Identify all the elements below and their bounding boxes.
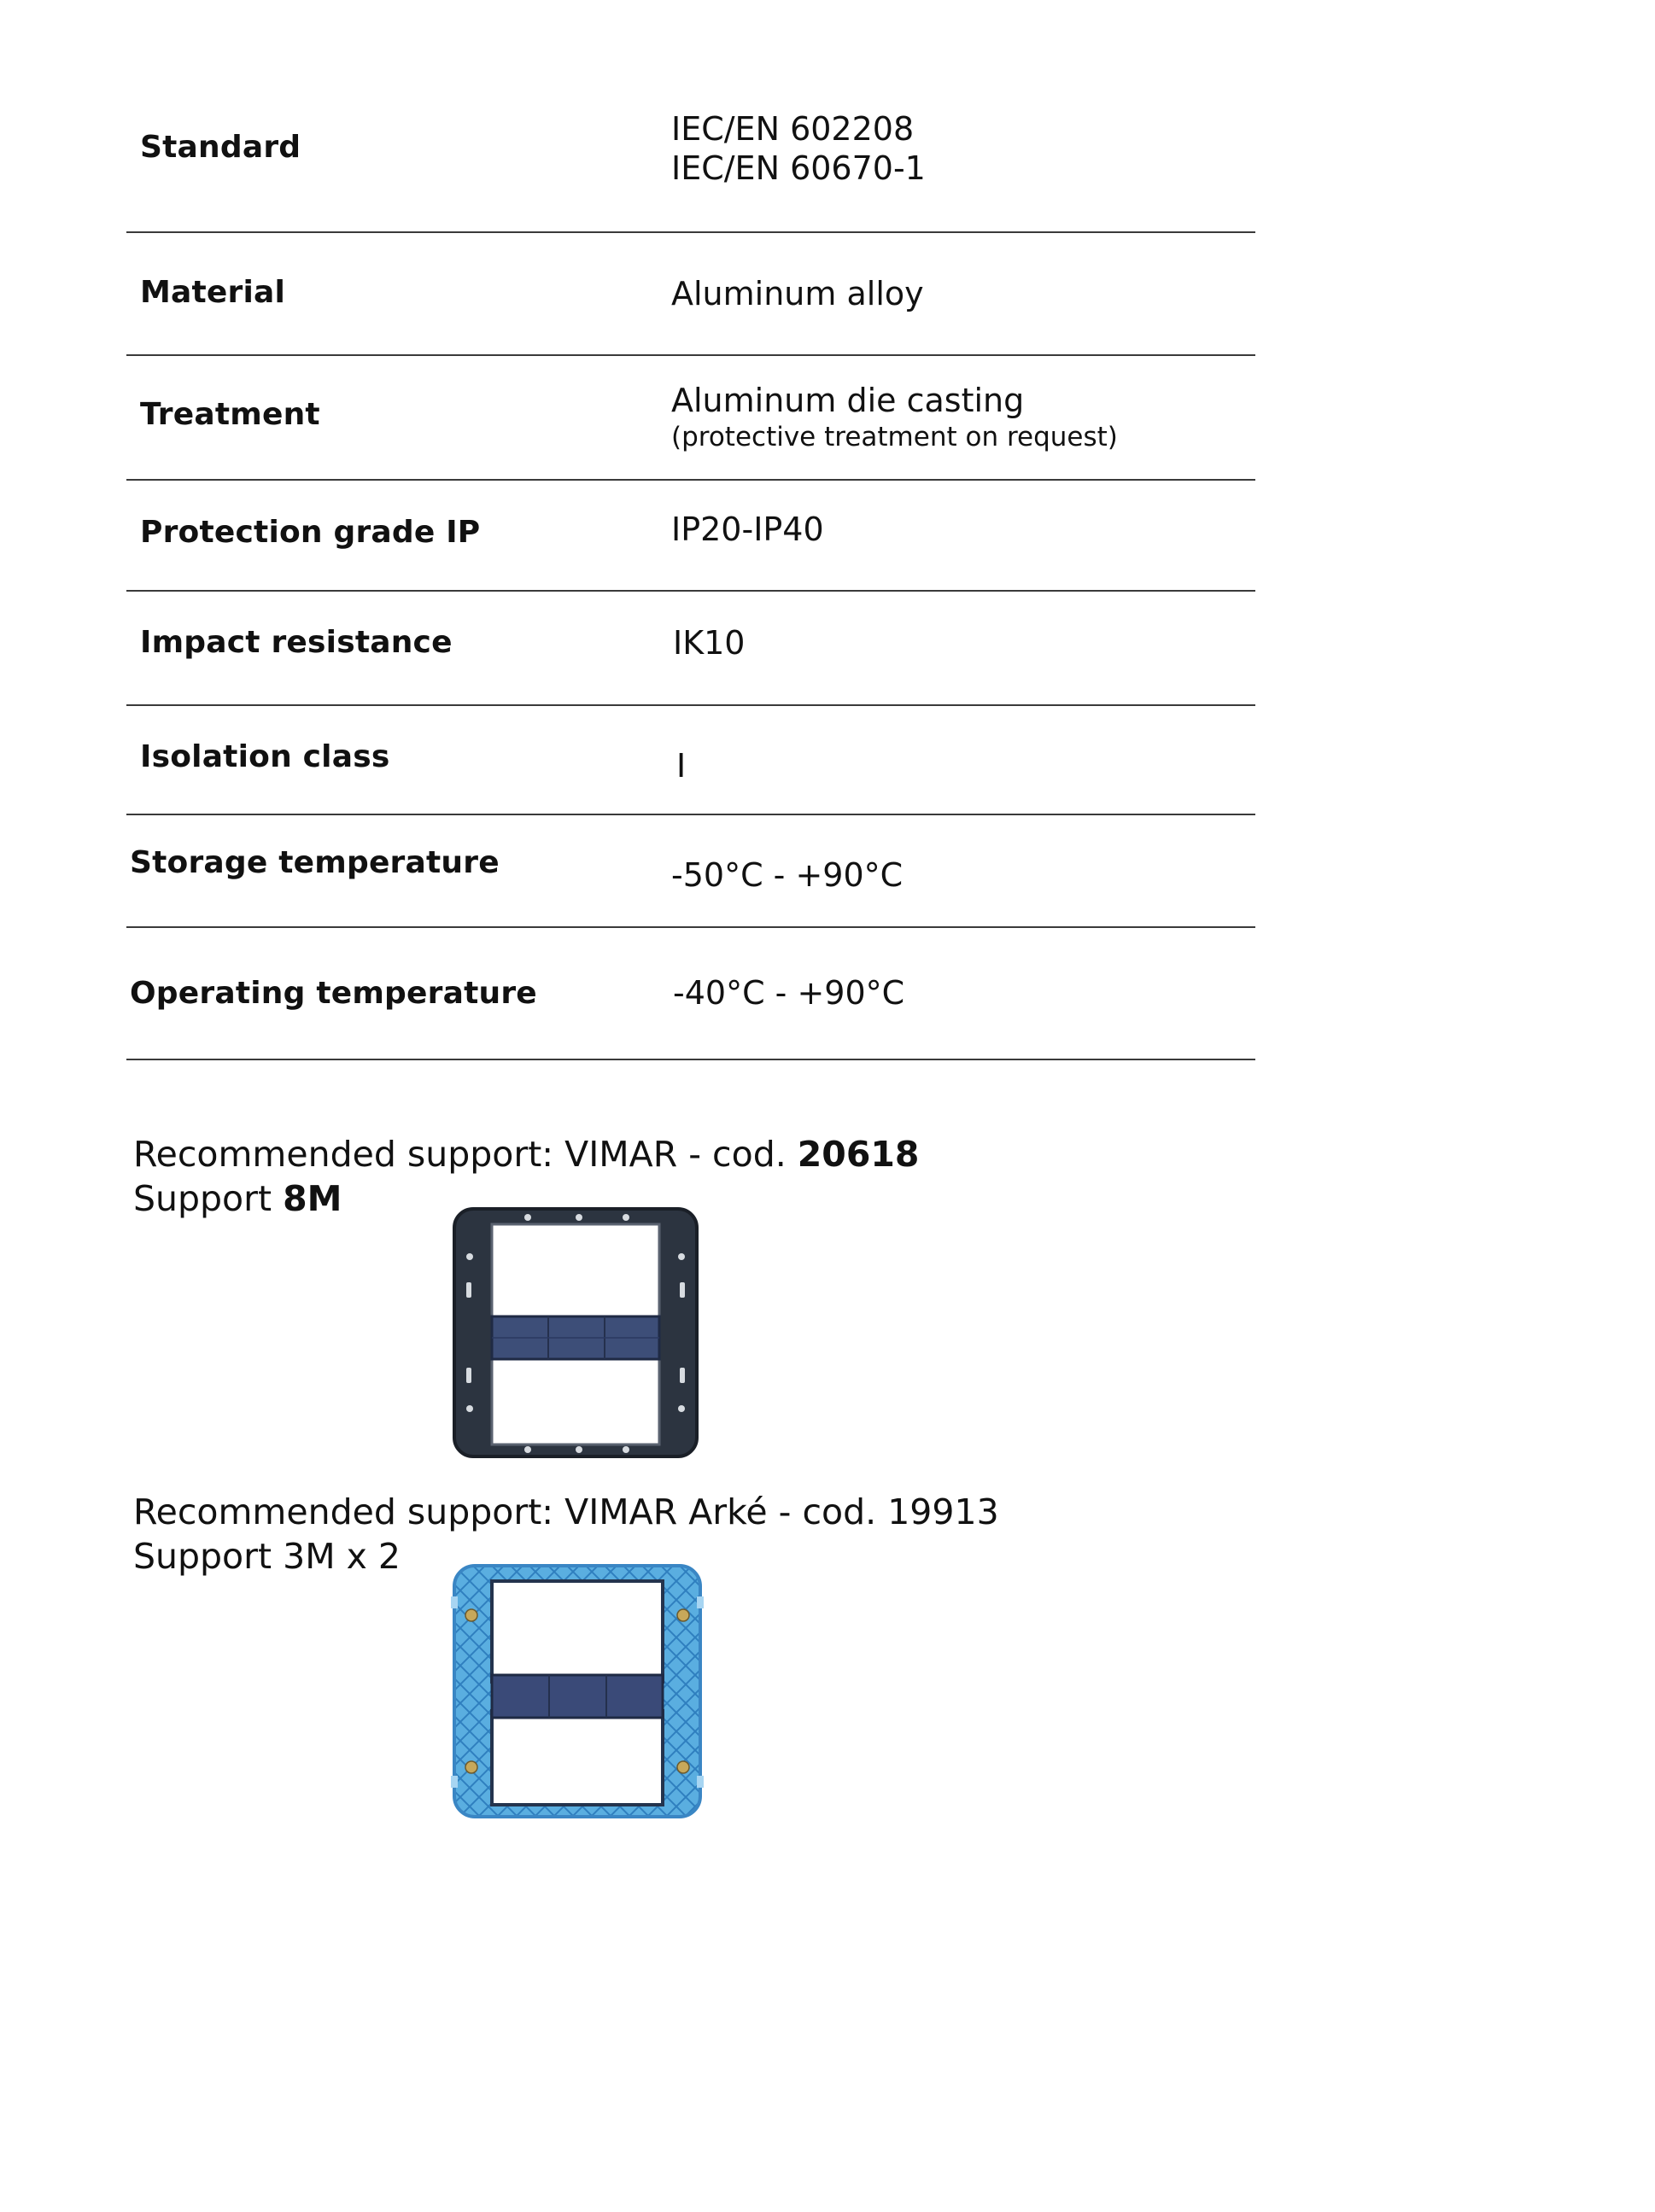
spec-label-impact: Impact resistance: [140, 625, 453, 660]
spec-label-operating: Operating temperature: [130, 976, 537, 1011]
row-divider: [126, 479, 1255, 481]
spec-value-material: Aluminum alloy: [671, 275, 924, 312]
spec-value-impact: IK10: [673, 624, 746, 662]
spec-value-isolation: I: [676, 747, 687, 785]
support-frame-image-blue: [451, 1562, 704, 1820]
spec-value-standard: IEC/EN 602208 IEC/EN 60670-1: [671, 110, 926, 187]
support-size: 8M: [283, 1178, 342, 1219]
spec-value-operating: -40°C - +90°C: [673, 974, 905, 1012]
spec-label-isolation: Isolation class: [140, 739, 390, 774]
row-divider: [126, 231, 1255, 233]
row-divider: [126, 590, 1255, 592]
recommended-support-1: Recommended support: VIMAR - cod. 20618 Support 8M: [133, 1134, 920, 1219]
row-divider: [126, 814, 1255, 815]
row-divider: [126, 926, 1255, 928]
support-code: 20618: [797, 1134, 920, 1175]
spec-value-protection: IP20-IP40: [671, 511, 824, 548]
row-divider: [126, 1059, 1255, 1060]
spec-label-treatment: Treatment: [140, 397, 320, 432]
row-divider: [126, 704, 1255, 706]
spec-value-storage: -50°C - +90°C: [671, 856, 904, 894]
spec-label-protection: Protection grade IP: [140, 515, 481, 550]
spec-label-standard: Standard: [140, 130, 301, 165]
support-frame-image-dark: [451, 1205, 700, 1460]
spec-value-treatment: Aluminum die casting (protective treatment on request): [671, 382, 1118, 452]
spec-label-material: Material: [140, 275, 286, 310]
row-divider: [126, 354, 1255, 356]
recommended-support-2: Recommended support: VIMAR Arké - cod. 19913 Support 3M x 2: [133, 1491, 999, 1577]
spec-label-storage: Storage temperature: [130, 845, 500, 880]
